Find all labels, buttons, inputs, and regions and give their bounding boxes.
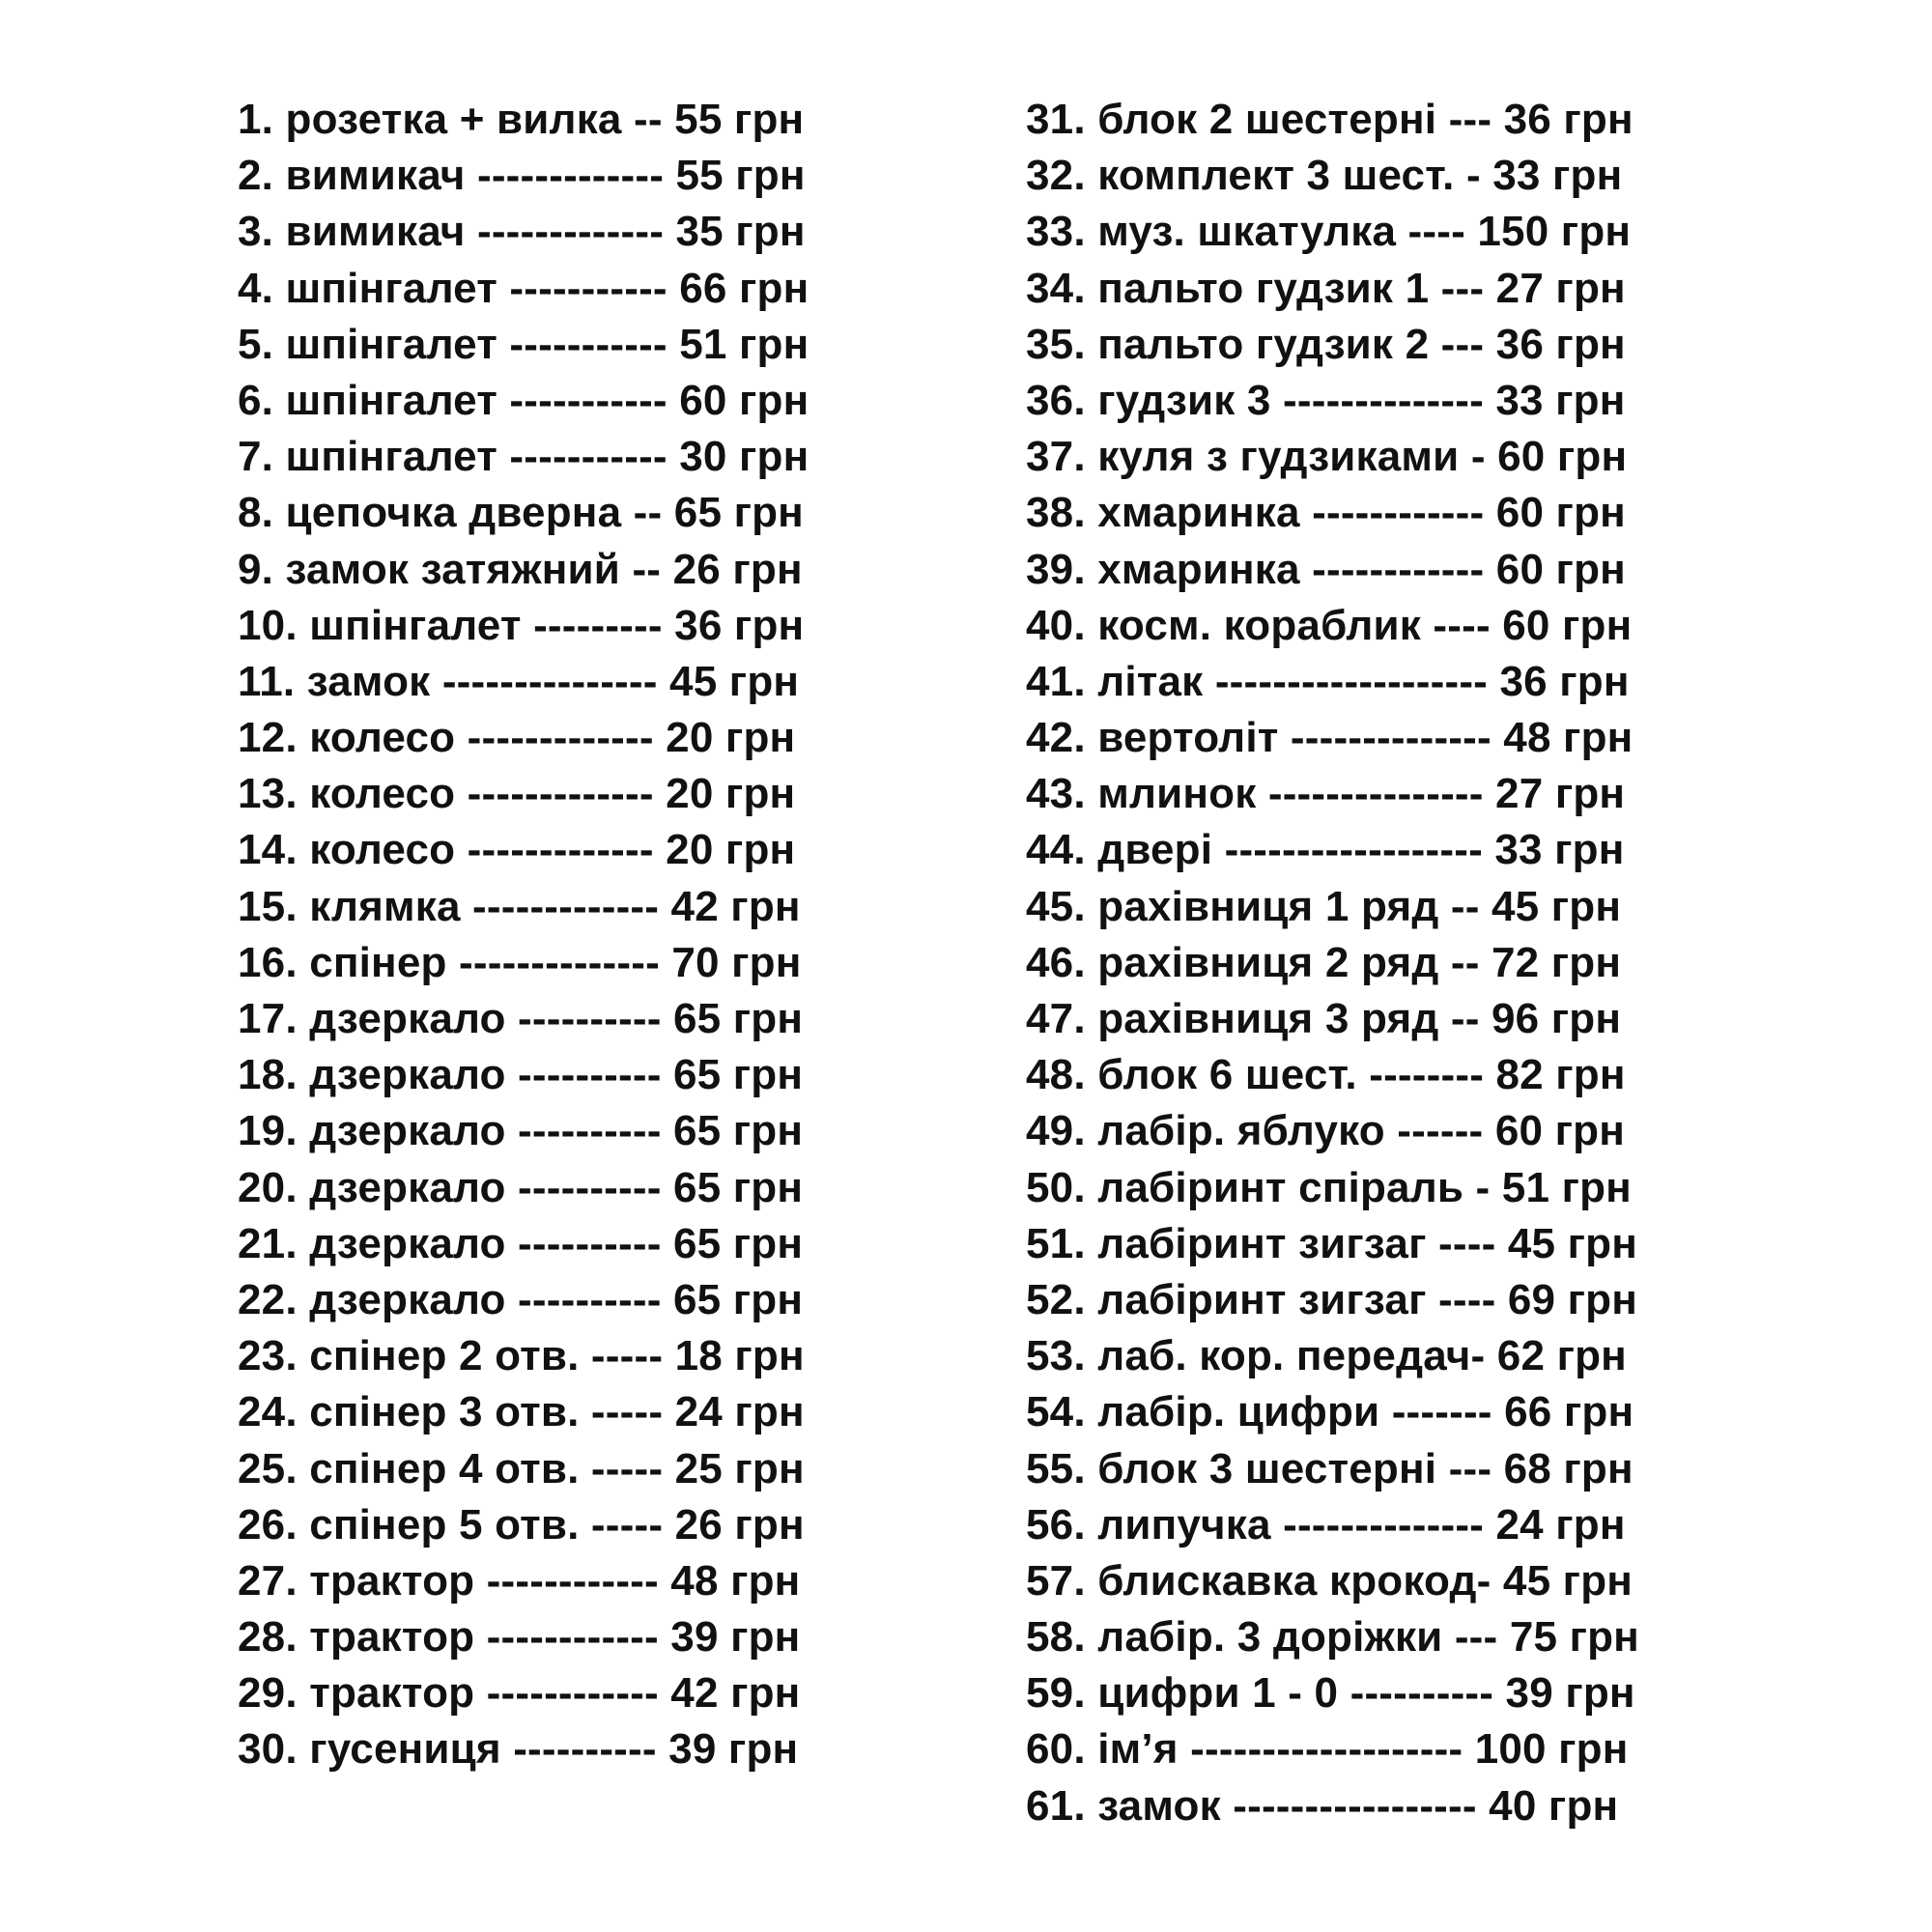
price-list-item: 19. дзеркало ---------- 65 грн — [238, 1107, 804, 1155]
price-list-item: 29. трактор ------------ 42 грн — [238, 1669, 801, 1718]
price-list-item: 32. комплект 3 шест. - 33 грн — [1026, 152, 1623, 200]
price-list-item: 50. лабіринт спіраль - 51 грн — [1026, 1163, 1632, 1211]
price-list-right-column — [1026, 92, 1702, 1834]
price-list-item: 20. дзеркало ---------- 65 грн — [238, 1163, 804, 1211]
price-list-item: 36. гудзик 3 -------------- 33 грн — [1026, 376, 1626, 424]
price-list-item: 42. вертоліт -------------- 48 грн — [1026, 714, 1634, 762]
price-list-item: 1. розетка + вилка -- 55 грн — [238, 96, 805, 143]
price-list-item: 31. блок 2 шестерні --- 36 грн — [1026, 96, 1634, 143]
price-list-item: 12. колесо ------------- 20 грн — [238, 714, 796, 762]
price-list-item: 13. колесо ------------- 20 грн — [238, 770, 796, 818]
price-list-item: 9. замок затяжний -- 26 грн — [238, 545, 803, 593]
price-list-item: 58. лабір. 3 доріжки --- 75 грн — [1026, 1613, 1639, 1662]
price-list-item: 15. клямка ------------- 42 грн — [238, 882, 801, 930]
price-list-item: 57. блискавка крокод- 45 грн — [1026, 1556, 1634, 1605]
price-list-item: 22. дзеркало ---------- 65 грн — [238, 1275, 804, 1323]
price-list-item: 61. замок ----------------- 40 грн — [1026, 1781, 1619, 1830]
price-list-item: 3. вимикач ------------- 35 грн — [238, 208, 806, 256]
price-list-item: 10. шпінгалет --------- 36 грн — [238, 601, 805, 649]
price-list-item: 55. блок 3 шестерні --- 68 грн — [1026, 1444, 1634, 1492]
price-list-item: 7. шпінгалет ----------- 30 грн — [238, 433, 810, 481]
price-list-item: 28. трактор ------------ 39 грн — [238, 1613, 801, 1662]
price-list-item: 24. спінер 3 отв. ----- 24 грн — [238, 1388, 805, 1436]
price-list-item: 14. колесо ------------- 20 грн — [238, 826, 796, 874]
price-list-item: 46. рахівниця 2 ряд -- 72 грн — [1026, 938, 1622, 986]
price-list-item: 4. шпінгалет ----------- 66 грн — [238, 264, 810, 312]
price-list-item: 56. липучка -------------- 24 грн — [1026, 1500, 1626, 1548]
price-list-item: 5. шпінгалет ----------- 51 грн — [238, 320, 810, 368]
price-list-item: 45. рахівниця 1 ряд -- 45 грн — [1026, 882, 1622, 930]
price-list-item: 48. блок 6 шест. -------- 82 грн — [1026, 1051, 1626, 1099]
price-list-item: 34. пальто гудзик 1 --- 27 грн — [1026, 264, 1626, 312]
price-list-item: 23. спінер 2 отв. ----- 18 грн — [238, 1332, 805, 1380]
price-list-item: 41. літак ------------------- 36 грн — [1026, 657, 1630, 705]
price-list-item: 33. муз. шкатулка ---- 150 грн — [1026, 208, 1632, 256]
price-list-item: 6. шпінгалет ----------- 60 грн — [238, 376, 810, 424]
price-list-item: 51. лабіринт зигзаг ---- 45 грн — [1026, 1219, 1638, 1267]
price-list-item: 59. цифри 1 - 0 ---------- 39 грн — [1026, 1669, 1635, 1718]
price-list-item: 18. дзеркало ---------- 65 грн — [238, 1051, 804, 1099]
price-list-item: 25. спінер 4 отв. ----- 25 грн — [238, 1444, 805, 1492]
price-list-item: 49. лабір. яблуко ------ 60 грн — [1026, 1107, 1625, 1155]
price-list-item: 54. лабір. цифри ------- 66 грн — [1026, 1388, 1634, 1436]
price-list-item: 8. цепочка дверна -- 65 грн — [238, 489, 804, 537]
price-list-item: 27. трактор ------------ 48 грн — [238, 1556, 801, 1605]
price-list-item: 44. двері ------------------ 33 грн — [1026, 826, 1625, 874]
price-list-item: 39. хмаринка ------------ 60 грн — [1026, 545, 1626, 593]
price-list-item: 16. спінер -------------- 70 грн — [238, 938, 802, 986]
price-list-item: 21. дзеркало ---------- 65 грн — [238, 1219, 804, 1267]
price-list-item: 60. ім’я ------------------- 100 грн — [1026, 1725, 1629, 1774]
price-list-item: 11. замок --------------- 45 грн — [238, 657, 800, 705]
price-list-item: 2. вимикач ------------- 55 грн — [238, 152, 806, 200]
price-list-item: 43. млинок --------------- 27 грн — [1026, 770, 1626, 818]
price-list-item: 37. куля з гудзиками - 60 грн — [1026, 433, 1628, 481]
price-list-item: 35. пальто гудзик 2 --- 36 грн — [1026, 320, 1626, 368]
price-list-item: 17. дзеркало ---------- 65 грн — [238, 995, 804, 1042]
price-list-item: 26. спінер 5 отв. ----- 26 грн — [238, 1500, 805, 1548]
price-list-item: 40. косм. кораблик ---- 60 грн — [1026, 601, 1633, 649]
price-list-item: 47. рахівниця 3 ряд -- 96 грн — [1026, 995, 1622, 1042]
price-list-item: 53. лаб. кор. передач- 62 грн — [1026, 1332, 1627, 1380]
price-list-item: 30. гусениця ---------- 39 грн — [238, 1725, 799, 1774]
price-list-item: 38. хмаринка ------------ 60 грн — [1026, 489, 1626, 537]
price-list-left-column — [238, 92, 914, 1778]
price-list-item: 52. лабіринт зигзаг ---- 69 грн — [1026, 1275, 1638, 1323]
